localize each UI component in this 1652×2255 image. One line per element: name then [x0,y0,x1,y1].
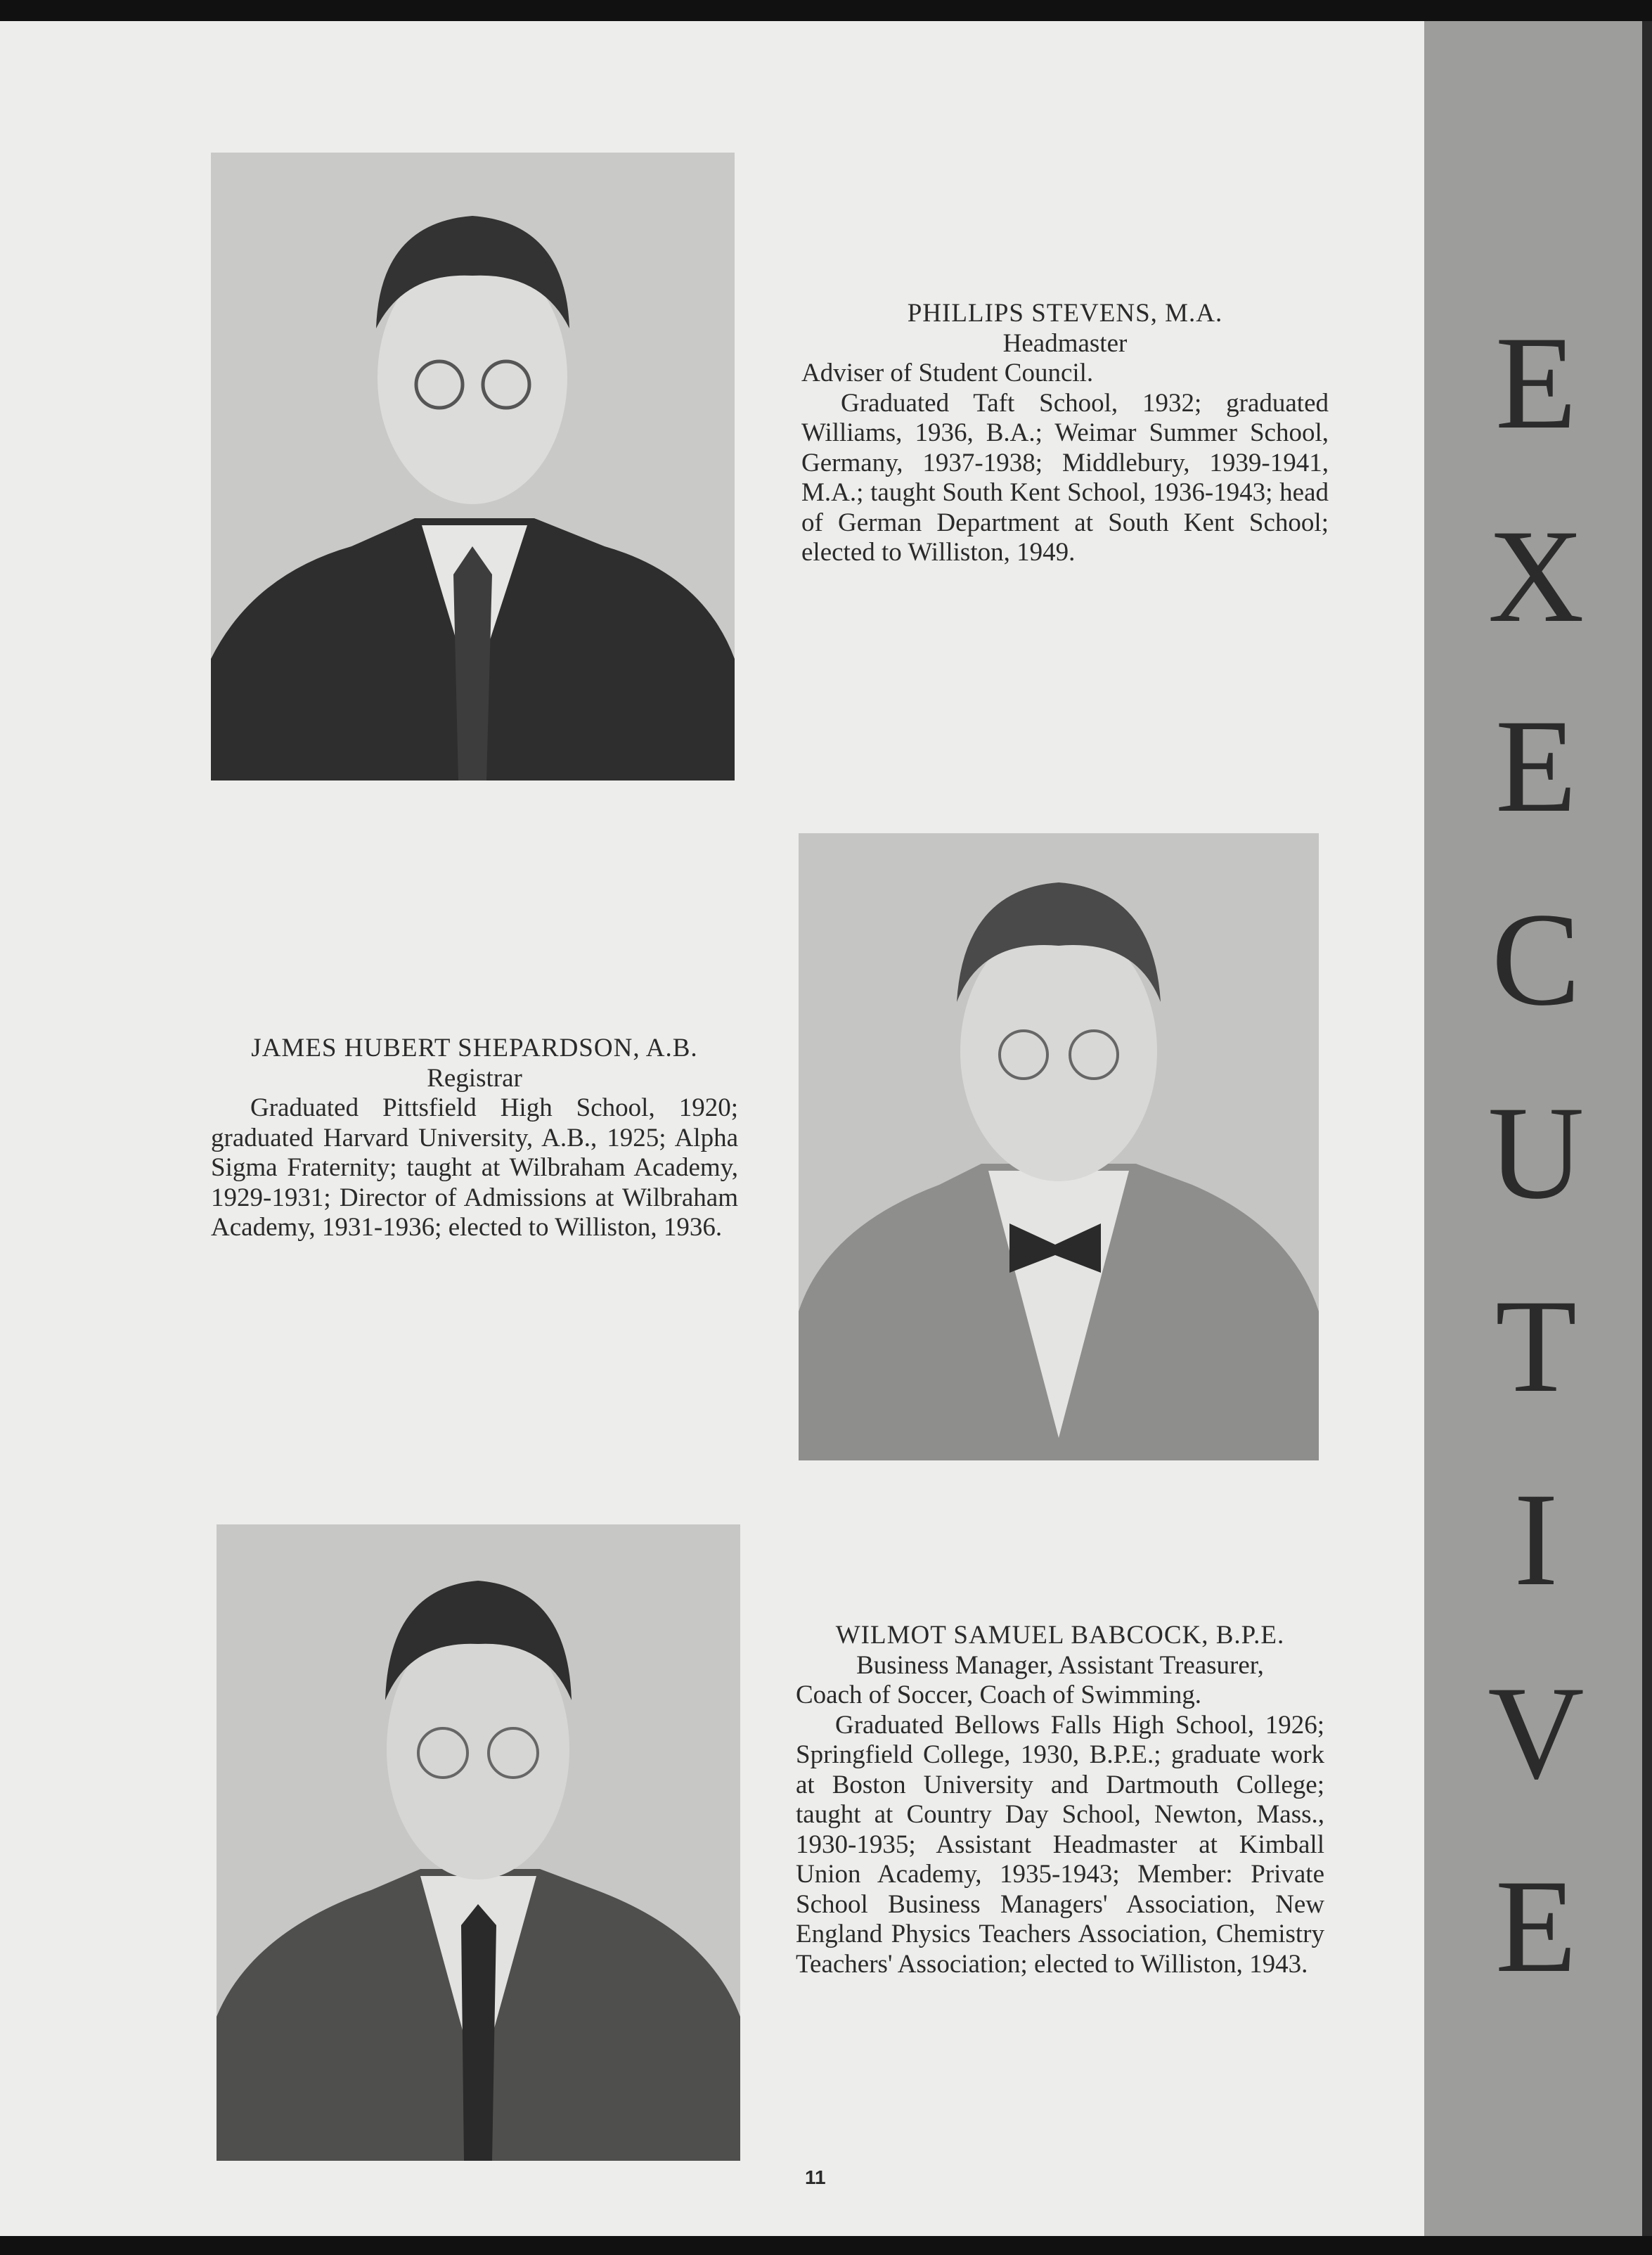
bio-shepardson [211,1034,738,1243]
portrait-photo-stevens [211,153,735,780]
band-letter: T [1495,1273,1577,1420]
band-letter: I [1514,1466,1559,1614]
band-letter: U [1488,1079,1585,1227]
person-biography: Graduated Pittsfield High School, 1920; graduated Harvard University, A.B., 1925; Alpha Sigma Fraternity; taught at Wilbraham Academy, 1929-1931; Director of Admissions at Wilbraham Academy, 1931-1936; elected to Williston, 1936. [211,1093,738,1242]
bio-stevens [801,299,1329,568]
yearbook-page [0,21,1652,2236]
band-letter: V [1488,1659,1585,1807]
portrait-photo-shepardson [799,833,1319,1460]
band-letter: E [1495,309,1577,457]
person-title: Business Manager, Assistant Treasurer, [856,1650,1264,1680]
portrait-photo-babcock [217,1524,740,2161]
bio-babcock [796,1621,1324,1979]
person-role: Adviser of Student Council. [801,359,1094,387]
person-role: Coach of Soccer, Coach of Swimming. [796,1681,1202,1709]
page-number: 11 [805,2166,826,2188]
scan-bottom-edge [0,2236,1652,2255]
scan-top-edge [0,0,1652,21]
person-biography: Graduated Taft School, 1932; graduated Williams, 1936, B.A.; Weimar Summer School, Germany, 1937-1938; Middlebury, 1939-1941, M.A.; taught South Kent School, 1936-1943; head of German Department at South Kent School; elected to Williston, 1949. [801,388,1329,567]
band-letter: C [1491,886,1581,1034]
band-letter: X [1488,503,1585,650]
band-letter: E [1495,693,1577,840]
person-name: PHILLIPS STEVENS, M.A. [907,299,1223,328]
person-title: Registrar [427,1063,522,1093]
person-name: JAMES HUBERT SHEPARDSON, A.B. [251,1034,698,1062]
person-biography: Graduated Bellows Falls High School, 1926; Springfield College, 1930, B.P.E.; graduate work at Boston University and Dartmouth College; taught at Country Day School, Newton, Mass., 1930-1935; Assistant Headmaster at Kimball Union Academy, 1935-1943; Member: Private School Business Managers' Association, New England Physics Teachers Association, Chemistry Teachers' Association; elected to Williston, 1943. [796,1710,1324,1979]
page-right-edge [1642,21,1652,2236]
person-title: Headmaster [1002,328,1128,358]
person-name: WILMOT SAMUEL BABCOCK, B.P.E. [835,1621,1285,1650]
band-letter: E [1495,1853,1577,2000]
